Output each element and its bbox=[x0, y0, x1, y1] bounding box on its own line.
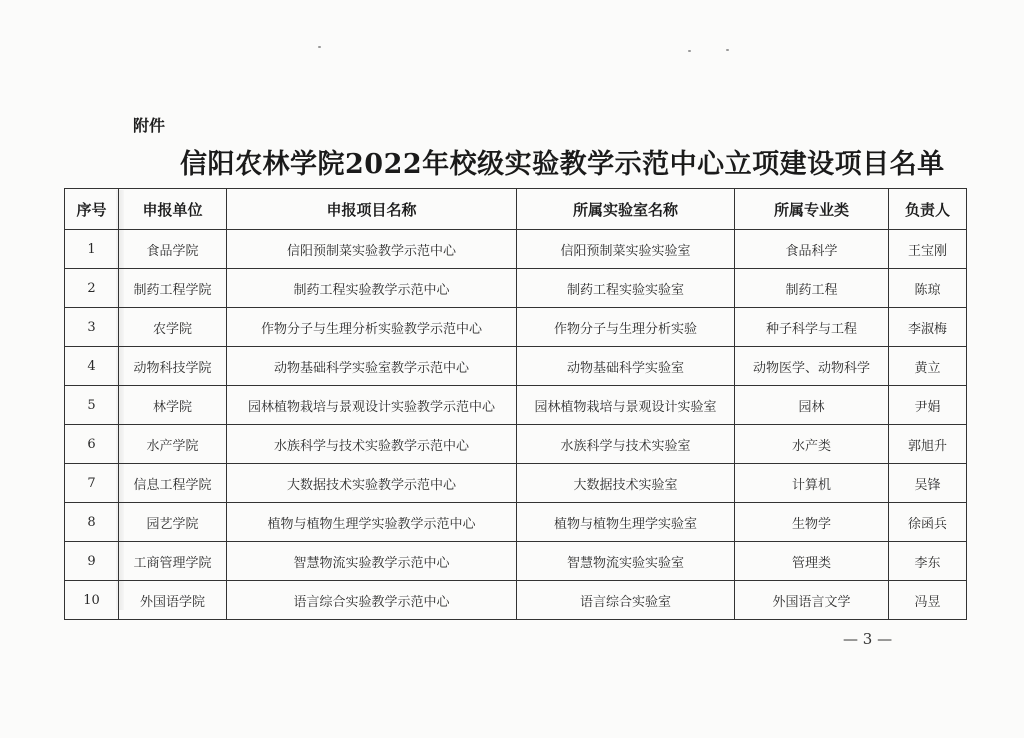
cell-major: 动物医学、动物科学 bbox=[735, 347, 889, 386]
cell-leader: 陈琼 bbox=[889, 269, 967, 308]
cell-index: 7 bbox=[65, 464, 119, 503]
cell-lab-name: 作物分子与生理分析实验 bbox=[517, 308, 735, 347]
table-row bbox=[65, 542, 967, 581]
cell-lab-name: 水族科学与技术实验室 bbox=[517, 425, 735, 464]
scan-speck bbox=[688, 50, 691, 52]
header-major: 所属专业类 bbox=[735, 189, 889, 230]
table-row bbox=[65, 230, 967, 269]
cell-unit: 林学院 bbox=[119, 386, 227, 425]
cell-lab-name: 大数据技术实验室 bbox=[517, 464, 735, 503]
cell-unit: 水产学院 bbox=[119, 425, 227, 464]
cell-leader: 李东 bbox=[889, 542, 967, 581]
cell-project-name: 大数据技术实验教学示范中心 bbox=[227, 464, 517, 503]
table-row bbox=[65, 269, 967, 308]
cell-project-name: 植物与植物生理学实验教学示范中心 bbox=[227, 503, 517, 542]
cell-index: 6 bbox=[65, 425, 119, 464]
cell-index: 2 bbox=[65, 269, 119, 308]
cell-leader: 徐函兵 bbox=[889, 503, 967, 542]
header-project-name: 申报项目名称 bbox=[227, 189, 517, 230]
header-lab-name: 所属实验室名称 bbox=[517, 189, 735, 230]
cell-major: 水产类 bbox=[735, 425, 889, 464]
header-leader: 负责人 bbox=[889, 189, 967, 230]
cell-lab-name: 语言综合实验室 bbox=[517, 581, 735, 620]
header-index: 序号 bbox=[65, 189, 119, 230]
cell-leader: 李淑梅 bbox=[889, 308, 967, 347]
cell-index: 3 bbox=[65, 308, 119, 347]
table-row bbox=[65, 386, 967, 425]
cell-index: 4 bbox=[65, 347, 119, 386]
table-row bbox=[65, 347, 967, 386]
document-title: 信阳农林学院2022年校级实验教学示范中心立项建设项目名单 bbox=[180, 149, 945, 180]
cell-leader: 黄立 bbox=[889, 347, 967, 386]
table-row bbox=[65, 503, 967, 542]
cell-unit: 制药工程学院 bbox=[119, 269, 227, 308]
cell-lab-name: 信阳预制菜实验实验室 bbox=[517, 230, 735, 269]
cell-index: 9 bbox=[65, 542, 119, 581]
cell-leader: 郭旭升 bbox=[889, 425, 967, 464]
cell-project-name: 水族科学与技术实验教学示范中心 bbox=[227, 425, 517, 464]
table-body bbox=[65, 230, 967, 620]
cell-lab-name: 智慧物流实验实验室 bbox=[517, 542, 735, 581]
cell-project-name: 作物分子与生理分析实验教学示范中心 bbox=[227, 308, 517, 347]
table-row bbox=[65, 464, 967, 503]
cell-major: 园林 bbox=[735, 386, 889, 425]
cell-major: 外国语言文学 bbox=[735, 581, 889, 620]
cell-unit: 外国语学院 bbox=[119, 581, 227, 620]
cell-project-name: 语言综合实验教学示范中心 bbox=[227, 581, 517, 620]
scan-speck bbox=[726, 49, 729, 51]
cell-unit: 园艺学院 bbox=[119, 503, 227, 542]
cell-lab-name: 园林植物栽培与景观设计实验室 bbox=[517, 386, 735, 425]
cell-index: 1 bbox=[65, 230, 119, 269]
table-row bbox=[65, 425, 967, 464]
cell-project-name: 制药工程实验教学示范中心 bbox=[227, 269, 517, 308]
scan-speck bbox=[318, 46, 321, 48]
table-row bbox=[65, 308, 967, 347]
cell-unit: 信息工程学院 bbox=[119, 464, 227, 503]
cell-unit: 农学院 bbox=[119, 308, 227, 347]
cell-project-name: 智慧物流实验教学示范中心 bbox=[227, 542, 517, 581]
cell-unit: 食品学院 bbox=[119, 230, 227, 269]
cell-lab-name: 动物基础科学实验室 bbox=[517, 347, 735, 386]
cell-lab-name: 制药工程实验实验室 bbox=[517, 269, 735, 308]
cell-unit: 动物科技学院 bbox=[119, 347, 227, 386]
project-table bbox=[64, 188, 967, 620]
cell-index: 8 bbox=[65, 503, 119, 542]
cell-leader: 尹娟 bbox=[889, 386, 967, 425]
cell-project-name: 信阳预制菜实验教学示范中心 bbox=[227, 230, 517, 269]
cell-index: 10 bbox=[65, 581, 119, 620]
cell-leader: 冯昱 bbox=[889, 581, 967, 620]
cell-major: 计算机 bbox=[735, 464, 889, 503]
attachment-label: 附件 bbox=[133, 116, 166, 135]
cell-major: 种子科学与工程 bbox=[735, 308, 889, 347]
cell-leader: 吴锋 bbox=[889, 464, 967, 503]
cell-unit: 工商管理学院 bbox=[119, 542, 227, 581]
cell-lab-name: 植物与植物生理学实验室 bbox=[517, 503, 735, 542]
cell-major: 制药工程 bbox=[735, 269, 889, 308]
header-unit: 申报单位 bbox=[119, 189, 227, 230]
table-header-row bbox=[65, 189, 967, 230]
cell-leader: 王宝刚 bbox=[889, 230, 967, 269]
cell-major: 食品科学 bbox=[735, 230, 889, 269]
page-number: — 3 — bbox=[843, 630, 893, 648]
cell-major: 生物学 bbox=[735, 503, 889, 542]
cell-project-name: 园林植物栽培与景观设计实验教学示范中心 bbox=[227, 386, 517, 425]
cell-project-name: 动物基础科学实验室教学示范中心 bbox=[227, 347, 517, 386]
cell-index: 5 bbox=[65, 386, 119, 425]
cell-major: 管理类 bbox=[735, 542, 889, 581]
table-row bbox=[65, 581, 967, 620]
